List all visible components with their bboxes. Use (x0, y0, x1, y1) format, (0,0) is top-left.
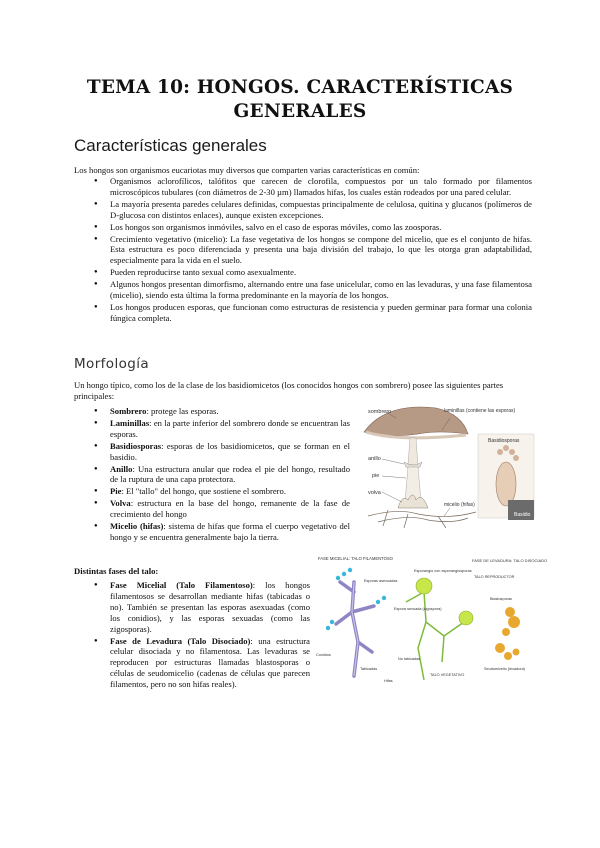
section1-intro: Los hongos son organismos eucariotas muy diversos que comparten varias características en común: (74, 165, 420, 175)
leader-line (382, 476, 406, 478)
volva-shape (398, 495, 428, 508)
list-item: ● Pueden reproducirse tanto sexual como asexualmente. (92, 267, 532, 278)
title-line-2: GENERALES (233, 101, 367, 122)
label-fase-levadura: FASE DE LEVADURA: TALO DISOCIADO (472, 558, 548, 563)
morphology-list (92, 406, 350, 544)
label-tabicadas: Tabicadas (360, 667, 378, 671)
label-sombrero: sombrero (368, 409, 392, 415)
label-seudomicelio: Seudomicelio (levadura) (484, 667, 525, 671)
label-pie: pie (372, 473, 380, 479)
spore (326, 626, 330, 630)
mushroom-anatomy-figure (358, 404, 538, 534)
label-hifas: Hifas (384, 679, 393, 683)
spore (342, 572, 346, 576)
list-item: ● Sombrero: protege las esporas. (92, 406, 350, 417)
label-fase-micelial: FASE MICELIAL: TALO FILAMENTOSO (318, 556, 393, 561)
list-item: ● Fase de Levadura (Talo Disociado): una estructura celular disociada y no filamentosa. Las levaduras se reproducen por estructuras llamadas blastosporas o células de seudomicelio (cadenas de células que parecen filamentos, pero no son hifas reales). (92, 636, 310, 691)
list-item: ● Fase Micelial (Talo Filamentoso): los hongos filamentosos se desarrollan mediante hifas (tabicadas o no). También se presentan las esporas asexuadas (como los conidios), y las esporas sexuadas (como las zigosporas). (92, 580, 310, 635)
term: Micelio (hifas) (110, 521, 164, 532)
page-title (60, 76, 540, 124)
list-item: ● Crecimiento vegetativo (micelio): La fase vegetativa de los hongos se compone del micelio, que es el conjunto de hifas. Esta estructura es poco diferenciada y presenta una baja división del trabajo, lo que les otorga gran adaptabilidad, especialmente para la vida en el suelo. (92, 234, 532, 267)
section-heading-morfologia: Morfología (74, 356, 150, 372)
label-talo-vegetativo: TALO VEGETATIVO (430, 673, 465, 677)
leader-line (444, 508, 450, 516)
term: Sombrero (110, 406, 147, 416)
yeast-cell (505, 607, 515, 617)
term: Basidiosporas (110, 440, 162, 451)
sporangium (416, 578, 432, 594)
yeast-cell (508, 616, 520, 628)
mycelium-shape (368, 510, 476, 528)
list-item: ● Anillo: Una estructura anular que rodea el pie del hongo, resultado de la ruptura de una capa protectora. (92, 464, 350, 486)
spore (336, 576, 340, 580)
fases-heading: Distintas fases del talo: (74, 566, 159, 576)
label-no-tabicadas: No tabicadas (398, 657, 421, 661)
thallus-phases-list (92, 580, 310, 691)
label-volva: volva (368, 490, 381, 496)
characteristics-list (92, 176, 532, 325)
basidiospore (503, 445, 509, 451)
label-esporas-asexuadas: Esporas asexuadas (364, 579, 398, 583)
label-esporangio: Esporangio con esporangiosporas (414, 569, 472, 573)
label-anillo: anillo (368, 456, 381, 462)
list-item: ● Laminillas: en la parte inferior del sombrero donde se encuentran las esporas. (92, 418, 350, 440)
list-item: ● Los hongos son organismos inmóviles, salvo en el caso de esporas móviles, como las zoosporas. (92, 222, 532, 233)
label-basidio: Basidio (514, 512, 531, 518)
term: Fase Micelial (Talo Filamentoso) (110, 580, 253, 590)
section2-intro: Un hongo típico, como los de la clase de los basidiomicetos (los conocidos hongos con sombrero) posee las siguientes partes principales: (74, 380, 504, 401)
list-item: ● Algunos hongos presentan dimorfismo, alternando entre una fase unicelular, como en las levaduras, y una fase filamentosa (micelio), siendo esta última la forma predominante en la mayoría de los hongos. (92, 279, 532, 301)
thallus-phases-figure (314, 552, 548, 688)
label-espora-sexuada: Espora sexuada (zigospora) (394, 607, 442, 611)
leader-line (382, 492, 402, 502)
spore (330, 620, 334, 624)
list-item: ● Organismos aclorofílicos, talófitos que carecen de clorofila, compuestos por un talo formado por filamentos microscópicos tubulares (con diámetros de 2-30 µm) llamados hifas, los cuales están rodeados por una pared celular. (92, 176, 532, 198)
list-item: ● Pie: El "tallo" del hongo, que sostiene el sombrero. (92, 486, 350, 497)
label-micelio: micelio (hifas) (444, 502, 475, 508)
label-talo-reproductor: TALO REPRODUCTOR (474, 575, 515, 579)
label-laminillas: laminillas (contiene las esporas) (444, 408, 516, 414)
label-basidiosporas: Basidiosporas (488, 438, 520, 444)
section-heading-caracteristicas: Características generales (74, 136, 267, 155)
stem-shape (408, 438, 418, 466)
zygospore (459, 611, 473, 625)
list-item: ● Volva: estructura en la base del hongo, remanente de la fase de crecimiento del hongo (92, 498, 350, 520)
basidium-shape (496, 462, 516, 506)
term: Pie (110, 486, 122, 497)
basidiospore (513, 455, 519, 461)
title-line-1: TEMA 10: HONGOS. CARACTERÍSTICAS (86, 77, 514, 98)
term: Volva (110, 498, 131, 509)
term: Fase de Levadura (Talo Disociado) (110, 635, 251, 646)
label-blastosporas: Blastosporas (490, 597, 512, 601)
yeast-cell (504, 652, 512, 660)
term: Anillo (110, 463, 133, 474)
spore (348, 568, 352, 572)
label-conidios: Conidios (316, 653, 331, 657)
spore (382, 596, 386, 600)
yeast-cell (513, 649, 520, 656)
spore (376, 600, 380, 604)
list-item: ● La mayoría presenta paredes celulares definidas, compuestas principalmente de celulosa, quitina y glucanos (polímeros de D-glucosa con distintos enlaces), aunque existen excepciones. (92, 199, 532, 221)
list-item: ● Micelio (hifas): sistema de hifas que forma el cuerpo vegetativo del hongo y se encuentra generalmente bajo la tierra. (92, 521, 350, 543)
yeast-cell (502, 628, 510, 636)
list-item: ● Basidiosporas: esporas de los basidiomicetos, que se forman en el basidio. (92, 441, 350, 463)
list-item: ● Los hongos producen esporas, que funcionan como estructuras de resistencia y pueden germinar para formar una colonia fúngica completa. (92, 302, 532, 324)
basidiospore (509, 449, 515, 455)
basidiospore (497, 449, 503, 455)
yeast-cell (495, 643, 505, 653)
term: Laminillas (110, 417, 150, 428)
leader-line (382, 459, 404, 464)
